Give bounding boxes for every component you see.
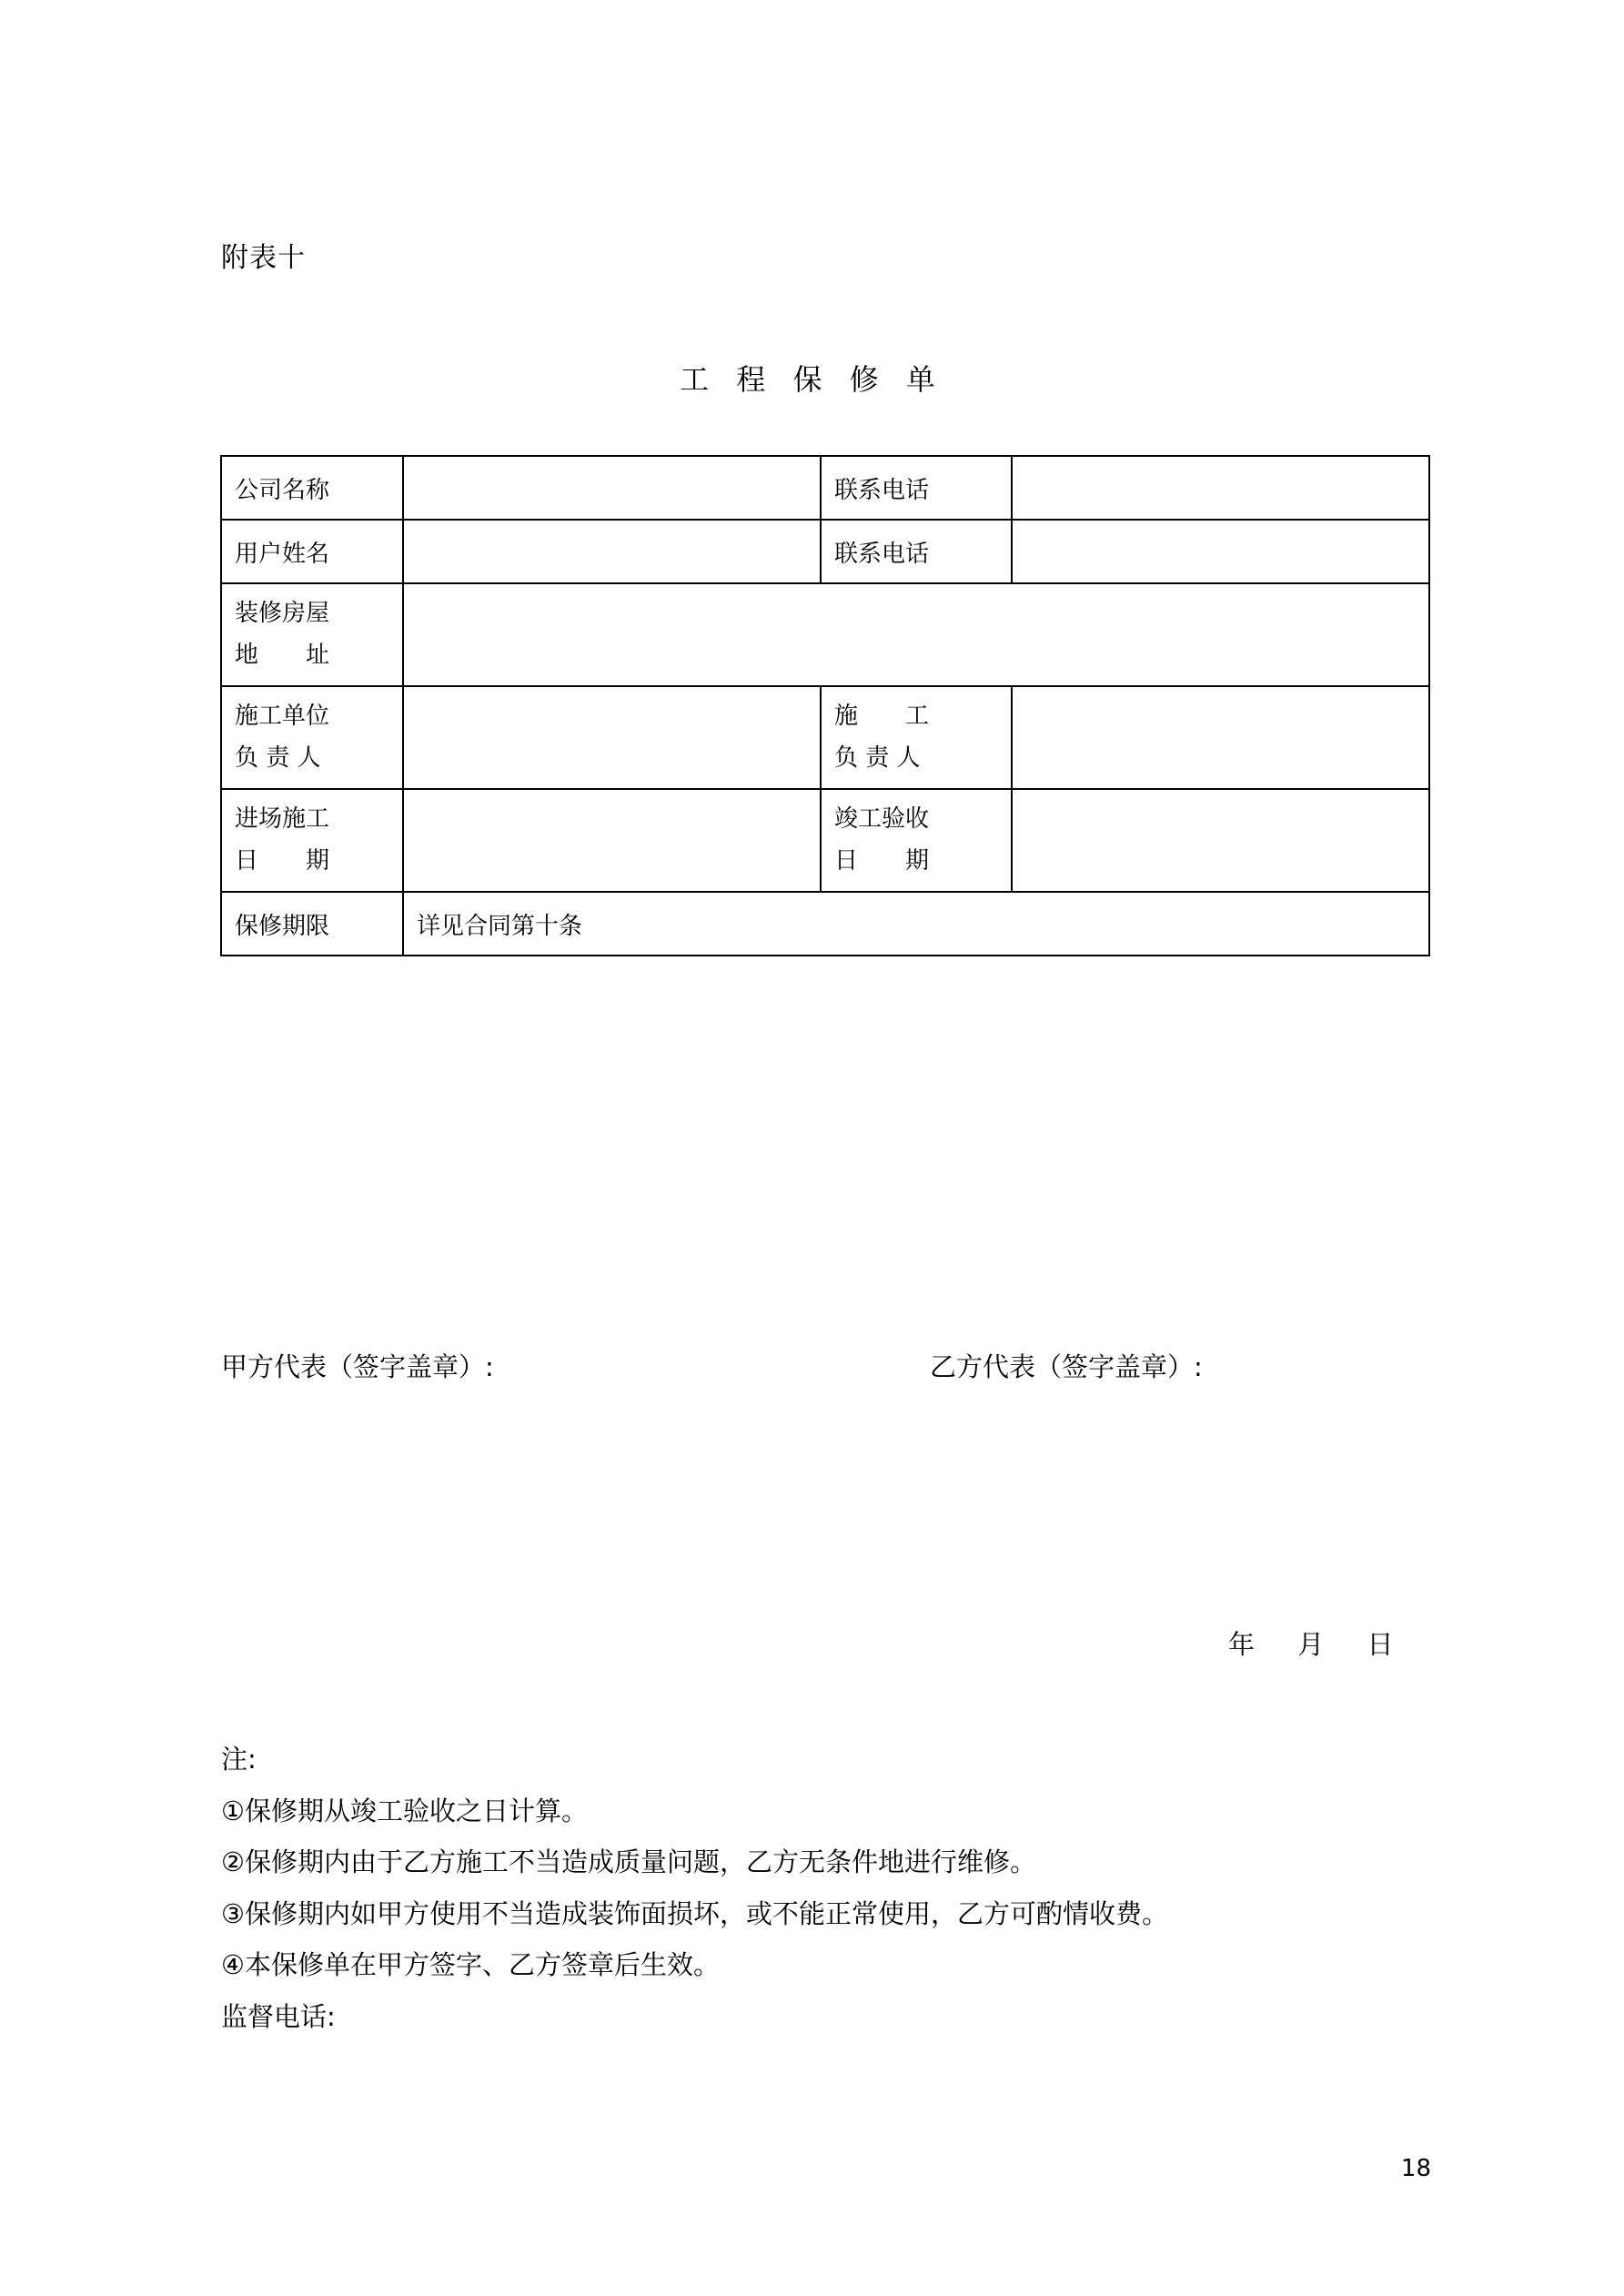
table-row xyxy=(221,789,1429,892)
cell-user-name-value[interactable] xyxy=(403,520,821,583)
cell-construction-unit-label-line1: 施工单位 xyxy=(235,703,330,730)
table-row xyxy=(221,520,1429,583)
cell-start-date-value[interactable] xyxy=(403,789,821,892)
table-row xyxy=(221,686,1429,789)
cell-completion-date-label-line1: 竣工验收 xyxy=(834,805,930,833)
cell-user-phone-label: 联系电话 xyxy=(821,520,1012,583)
page-number: 18 xyxy=(1400,2155,1431,2182)
cell-construction-unit-value[interactable] xyxy=(403,686,821,789)
supervision-phone-label: 监督电话: xyxy=(221,2000,336,2032)
note-item-3: ③保修期内如甲方使用不当造成装饰面损坏，或不能正常使用，乙方可酌情收费。 xyxy=(221,1897,1168,1929)
table-row xyxy=(221,456,1429,520)
cell-company-name-value[interactable] xyxy=(403,456,821,520)
cell-user-name-label: 用户姓名 xyxy=(221,520,403,583)
date-day-label: 日 xyxy=(1367,1629,1396,1660)
cell-construction-manager-value[interactable] xyxy=(1012,686,1429,789)
date-line xyxy=(1228,1624,1426,1662)
note-item-2: ②保修期内由于乙方施工不当造成质量问题，乙方无条件地进行维修。 xyxy=(221,1846,1036,1878)
notes-section xyxy=(221,1734,1168,2042)
cell-address-label-line2: 地 址 xyxy=(235,641,330,669)
table-row xyxy=(221,892,1429,956)
page-title xyxy=(0,357,1624,399)
notes-heading: 注: xyxy=(221,1744,257,1775)
date-month-label: 月 xyxy=(1297,1629,1326,1660)
page-title-text: 工 程 保 修 单 xyxy=(680,362,944,397)
cell-address-label xyxy=(221,583,403,686)
cell-start-date-label-line1: 进场施工 xyxy=(235,805,330,833)
cell-user-phone-value[interactable] xyxy=(1012,520,1429,583)
note-item-4: ④本保修单在甲方签字、乙方签章后生效。 xyxy=(221,1949,720,1981)
cell-company-phone-value[interactable] xyxy=(1012,456,1429,520)
cell-warranty-period-label: 保修期限 xyxy=(221,892,403,956)
note-item-1: ①保修期从竣工验收之日计算。 xyxy=(221,1795,588,1826)
cell-construction-unit-label xyxy=(221,686,403,789)
cell-construction-manager-label-line1: 施 工 xyxy=(834,703,930,730)
cell-warranty-period-value[interactable]: 详见合同第十条 xyxy=(403,892,1429,956)
warranty-form-table xyxy=(220,455,1430,956)
cell-start-date-label-line2: 日 期 xyxy=(235,846,330,875)
cell-company-phone-label: 联系电话 xyxy=(821,456,1012,520)
cell-completion-date-label xyxy=(821,789,1012,892)
signature-party-a[interactable]: 甲方代表（签字盖章）: xyxy=(221,1351,494,1382)
attachment-label: 附表十 xyxy=(221,242,306,274)
cell-construction-manager-label-line2: 负 责 人 xyxy=(834,743,921,772)
cell-completion-date-value[interactable] xyxy=(1012,789,1429,892)
date-year-label: 年 xyxy=(1228,1629,1257,1660)
cell-start-date-label xyxy=(221,789,403,892)
cell-address-value[interactable] xyxy=(403,583,1429,686)
cell-construction-unit-label-line2: 负 责 人 xyxy=(235,743,321,772)
cell-completion-date-label-line2: 日 期 xyxy=(834,846,930,875)
cell-company-name-label: 公司名称 xyxy=(221,456,403,520)
signature-party-b[interactable]: 乙方代表（签字盖章）: xyxy=(930,1351,1203,1382)
table-row xyxy=(221,583,1429,686)
cell-address-label-line1: 装修房屋 xyxy=(235,600,330,627)
cell-construction-manager-label xyxy=(821,686,1012,789)
